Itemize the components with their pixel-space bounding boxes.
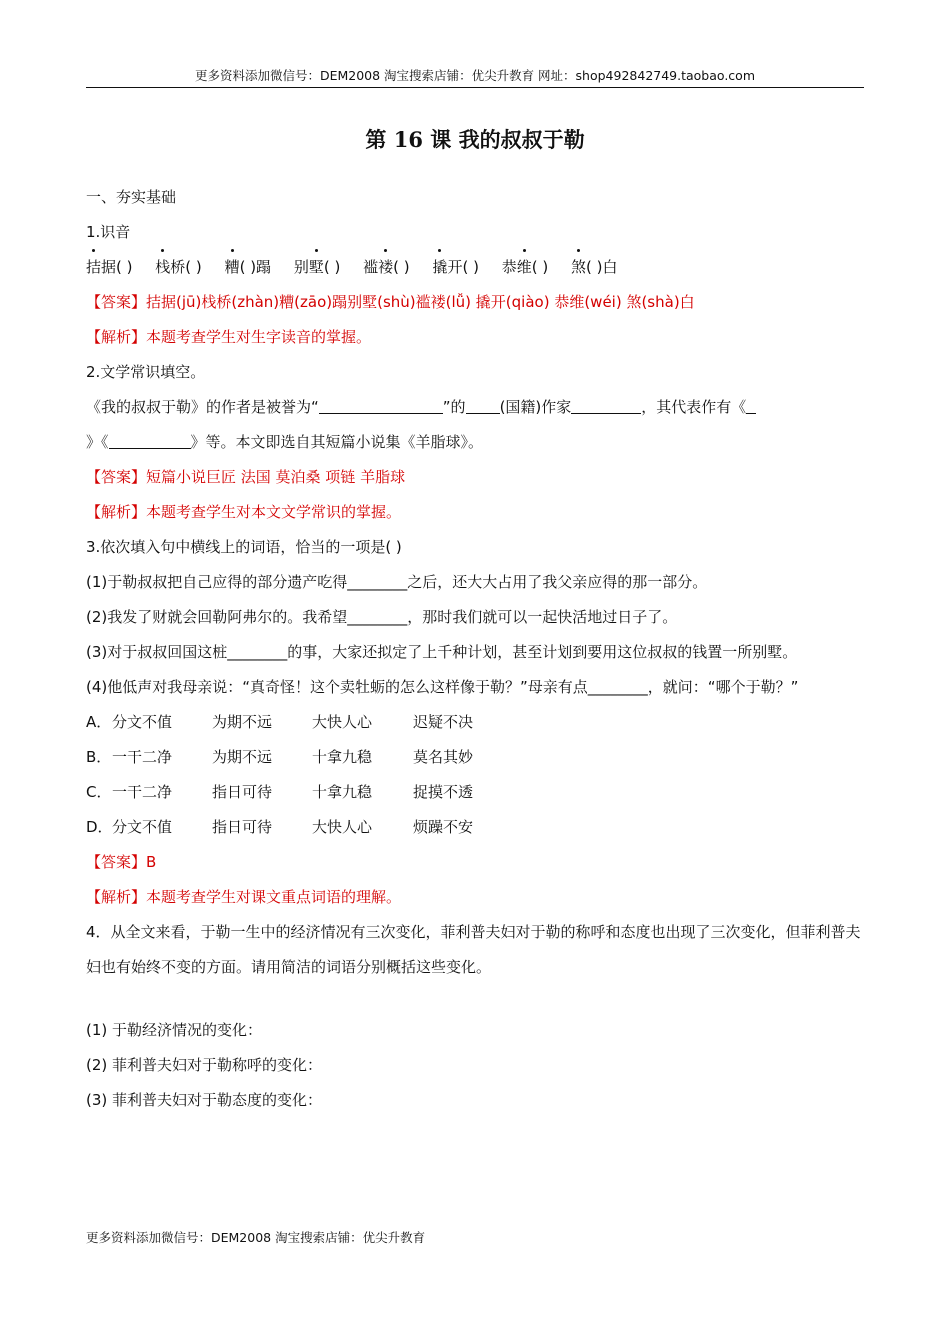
- item-rest: ( ): [531, 258, 549, 276]
- option-word: 大快人心: [312, 818, 373, 836]
- pinyin-item: [155, 258, 202, 276]
- option-word: 为期不远: [212, 748, 273, 766]
- text-segment: 《我的叔叔于勒》的作者是被誉为“: [86, 398, 319, 416]
- fill-blank: [466, 397, 500, 414]
- option-word: 指日可待: [212, 818, 273, 836]
- question-4-part-3: (3) 菲利普夫妇对于勒态度的变化：: [86, 1091, 323, 1109]
- question-4-part-2: (2) 菲利普夫妇对于勒称呼的变化：: [86, 1056, 323, 1074]
- question-3-sentence-4: (4)他低声对我母亲说：“真奇怪！这个卖牡蛎的怎么这样像于勒？”母亲有点________，就问：“哪个于勒？”: [86, 678, 799, 696]
- pinyin-item: [86, 258, 133, 276]
- option-word: 一干二净: [112, 783, 173, 801]
- option-word: 捉摸不透: [413, 783, 474, 801]
- option-word: 一干二净: [112, 748, 173, 766]
- dotted-char: 煞: [571, 250, 586, 285]
- option-word: 迟疑不决: [413, 713, 474, 731]
- item-rest: 桥( ): [170, 258, 202, 276]
- option-key: C．: [86, 783, 112, 801]
- question-3-options: [86, 705, 866, 845]
- option-row: [86, 810, 866, 845]
- fill-blank: [319, 397, 443, 414]
- pinyin-item: [294, 258, 341, 276]
- item-rest: 据( ): [101, 258, 133, 276]
- question-1-items: [86, 250, 866, 285]
- item-prefix: 褴: [363, 258, 379, 276]
- option-word: 十拿九稳: [312, 783, 373, 801]
- option-word: 为期不远: [212, 713, 273, 731]
- option-key: B．: [86, 748, 112, 766]
- pinyin-item: [225, 258, 272, 276]
- item-rest: ( ): [393, 258, 410, 276]
- answer-3: 【答案】B: [86, 853, 157, 871]
- fill-blank: [746, 397, 756, 414]
- item-rest: ( )蹋: [239, 258, 272, 276]
- option-word: 烦躁不安: [413, 818, 474, 836]
- fill-blank: [109, 432, 191, 449]
- item-rest: ( )白: [586, 258, 618, 276]
- item-prefix: 别: [293, 258, 309, 276]
- pinyin-item: [432, 258, 479, 276]
- option-row: [86, 705, 866, 740]
- dotted-char: 撬: [432, 250, 447, 285]
- analysis-3: 【解析】本题考查学生对课文重点词语的理解。: [86, 888, 402, 906]
- text-segment: 》等。本文即选自其短篇小说集《羊脂球》。: [190, 433, 484, 451]
- question-2-label: 2.文学常识填空。: [86, 363, 206, 381]
- option-key: D．: [86, 818, 113, 836]
- text-segment: (国籍)作家: [499, 398, 572, 416]
- item-rest: 开( ): [447, 258, 479, 276]
- text-segment: 》《: [86, 433, 109, 451]
- fill-blank: [571, 397, 641, 414]
- analysis-1: 【解析】本题考查学生对生字读音的掌握。: [86, 328, 372, 346]
- answer-1: 【答案】拮据(jū)栈桥(zhàn)糟(zāo)蹋别墅(shù)褴褛(lǚ) 撬开(qiào) 恭维(wéi) 煞(shà)白: [86, 293, 695, 311]
- document-body: [86, 180, 866, 1118]
- question-4-part-1: (1) 于勒经济情况的变化：: [86, 1021, 263, 1039]
- question-3-sentence-1: (1)于勒叔叔把自己应得的部分遗产吃得________之后，还大大占用了我父亲应得的那一部分。: [86, 573, 708, 591]
- option-word: 指日可待: [212, 783, 273, 801]
- dotted-char: 栈: [155, 250, 170, 285]
- page-footer: 更多资料添加微信号：DEM2008 淘宝搜索店铺：优尖升教育: [86, 1230, 426, 1245]
- pinyin-item: [363, 258, 410, 276]
- analysis-2: 【解析】本题考查学生对本文文学常识的掌握。: [86, 503, 402, 521]
- spacer: [86, 985, 866, 999]
- option-word: 十拿九稳: [312, 748, 373, 766]
- option-word: 分文不值: [112, 713, 173, 731]
- section-heading: 一、夯实基础: [86, 188, 177, 206]
- item-prefix: 恭: [501, 258, 517, 276]
- question-2-line-2: [86, 425, 866, 460]
- item-rest: ( ): [323, 258, 341, 276]
- question-3-sentence-2: (2)我发了财就会回勒阿弗尔的。我希望________，那时我们就可以一起快活地过日子了。: [86, 608, 678, 626]
- question-4-label: 4．从全文来看，于勒一生中的经济情况有三次变化，菲利普夫妇对于勒的称呼和态度也出现了三次变化，但菲利普夫妇也有始终不变的方面。请用简洁的词语分别概括这些变化。: [86, 923, 861, 976]
- dotted-char: 维: [517, 250, 532, 285]
- dotted-char: 糟: [225, 250, 240, 285]
- option-word: 大快人心: [312, 713, 373, 731]
- option-key: A．: [86, 713, 112, 731]
- pinyin-item: [571, 258, 618, 276]
- question-3-label: 3.依次填入句中横线上的词语，恰当的一项是( ): [86, 538, 402, 556]
- pinyin-item: [502, 258, 549, 276]
- option-row: [86, 775, 866, 810]
- page-header: 更多资料添加微信号：DEM2008 淘宝搜索店铺：优尖升教育 网址：shop492842749.taobao.com: [194, 68, 756, 83]
- question-3-sentence-3: (3)对于叔叔回国这桩________的事，大家还拟定了上千种计划，甚至计划到要用这位叔叔的钱置一所别墅。: [86, 643, 798, 661]
- dotted-char: 拮: [86, 250, 101, 285]
- answer-2: 【答案】短篇小说巨匠 法国 莫泊桑 项链 羊脂球: [86, 468, 406, 486]
- page-title: 第 16 课 我的叔叔于勒: [365, 127, 585, 152]
- dotted-char: 墅: [309, 250, 324, 285]
- option-word: 莫名其妙: [413, 748, 474, 766]
- option-word: 分文不值: [112, 818, 173, 836]
- question-2-line-1: [86, 390, 866, 425]
- header-divider: [86, 87, 864, 88]
- dotted-char: 褛: [378, 250, 393, 285]
- option-row: [86, 740, 866, 775]
- text-segment: ，其代表作有《: [641, 398, 747, 416]
- question-1-label: 1.识音: [86, 223, 131, 241]
- text-segment: ”的: [442, 398, 466, 416]
